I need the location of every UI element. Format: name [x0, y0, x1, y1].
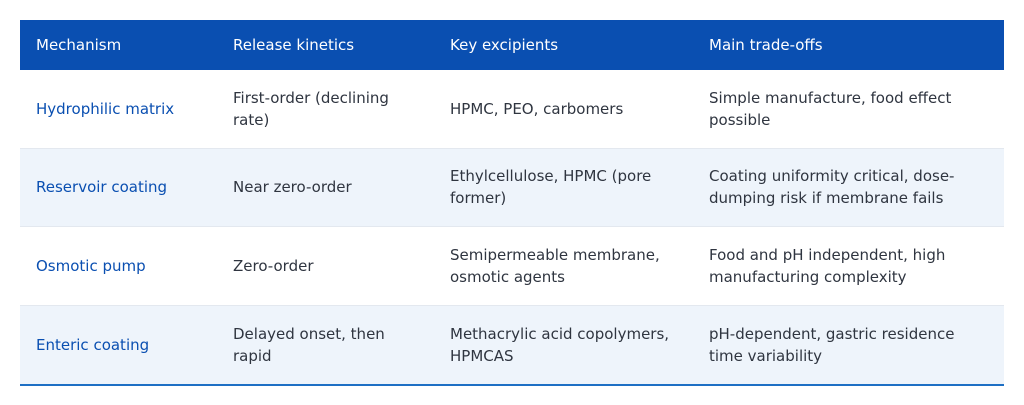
table-row	[20, 149, 1004, 228]
table-row	[20, 306, 1004, 385]
excipients-cell: Methacrylic acid copolymers, HPMCAS	[450, 324, 670, 365]
mechanism-cell: Enteric coating	[36, 335, 150, 354]
mechanism-cell: Hydrophilic matrix	[36, 99, 175, 118]
tradeoffs-cell: Simple manufacture, food effect possible	[709, 88, 952, 129]
header-key-excipients: Key excipients	[450, 36, 559, 54]
header-mechanism: Mechanism	[36, 36, 122, 54]
table-row	[20, 70, 1004, 149]
table-row	[20, 227, 1004, 306]
excipients-cell: Ethylcellulose, HPMC (pore former)	[450, 167, 652, 208]
kinetics-cell: Near zero-order	[233, 178, 352, 197]
kinetics-cell: Zero-order	[233, 256, 314, 275]
mechanism-cell: Reservoir coating	[36, 178, 168, 197]
release-mechanisms-table	[20, 20, 1004, 386]
header-main-trade-offs: Main trade-offs	[709, 36, 823, 54]
tradeoffs-cell: Coating uniformity critical, dose-dumping risk if membrane fails	[709, 167, 955, 208]
excipients-cell: Semipermeable membrane, osmotic agents	[450, 245, 660, 286]
mechanism-cell: Osmotic pump	[36, 256, 146, 275]
kinetics-cell: Delayed onset, then rapid	[233, 324, 385, 365]
excipients-cell: HPMC, PEO, carbomers	[450, 99, 624, 118]
table-header-row	[20, 20, 1004, 70]
tradeoffs-cell: pH-dependent, gastric residence time variability	[709, 324, 955, 365]
header-release-kinetics: Release kinetics	[233, 36, 355, 54]
tradeoffs-cell: Food and pH independent, high manufacturing complexity	[709, 245, 946, 286]
kinetics-cell: First-order (declining rate)	[233, 88, 389, 129]
